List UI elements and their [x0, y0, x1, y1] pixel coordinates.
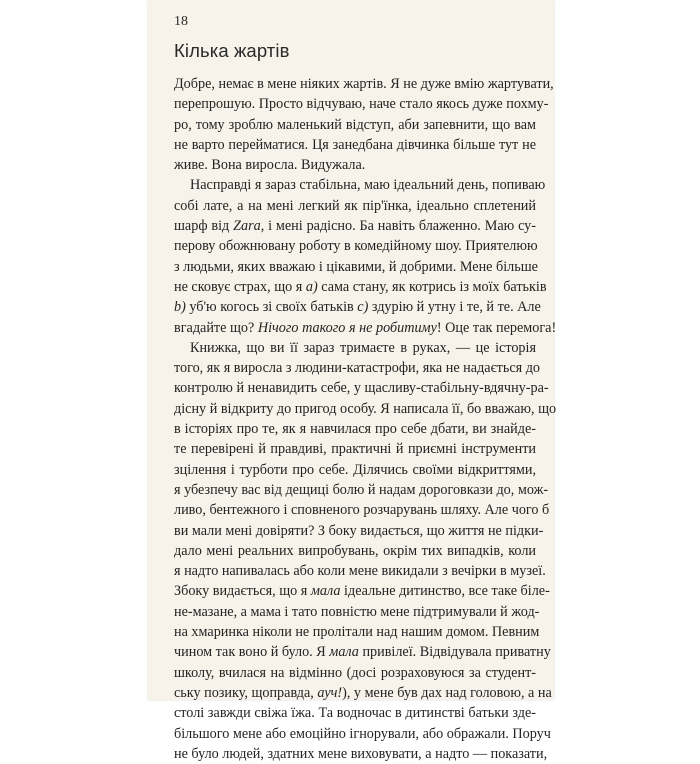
book-page: [148, 0, 557, 762]
text-line: я убезпечу вас від дещиці болю й надам дороговкази до, мож-: [174, 481, 549, 498]
text-line: Насправді я зараз стабільна, маю ідеальний день, попиваю: [190, 177, 546, 194]
text-line: з людьми, яких вважаю і цікавими, й добрими. Мене більше: [174, 258, 538, 275]
text-line: не було людей, здатних мене виховувати, а надто — показати,: [174, 745, 548, 762]
text-line: ливо, бентежного і сповненого розчарувань шляху. Але чого б: [174, 502, 550, 519]
text-line: чином так воно й було. Я мала привілеї. Відвідувала приватну: [174, 644, 551, 661]
text-line: дісну й відкриту до пригод особу. Я написала її, бо вважаю, що: [174, 400, 557, 417]
text-line: Добре, немає в мене ніяких жартів. Я не дуже вмію жартувати,: [174, 76, 554, 92]
text-line: зцілення і турботи про себе. Ділячись своїми відкриттями,: [174, 461, 536, 478]
text-line: b) уб'ю когось зі своїх батьків c) здурію й утну і те, й те. Але: [174, 299, 541, 316]
text-line: живе. Вона виросла. Видужала.: [174, 157, 366, 174]
body-text: [174, 74, 557, 764]
text-line: столі завжди свіжа їжа. Та водночас в дитинстві батьки зде-: [174, 705, 536, 722]
text-line: ви мали мені довіряти? З боку видається, що життя не підки-: [174, 522, 544, 539]
text-line: шарф від Zara, і мені радісно. Ба навіть блаженно. Маю су-: [174, 218, 536, 235]
text-line: не сковує страх, що я a) сама стану, як котрись із моїх батьків: [174, 278, 547, 295]
text-line: ро, тому зроблю маленький відступ, аби запевнити, що вам: [174, 116, 536, 133]
text-line: перову обожнювану роботу в комедійному шоу. Приятелюю: [174, 238, 538, 255]
text-line: те перевірені й правдиві, практичні й приємні інструменти: [174, 441, 536, 458]
text-line: більшого мене або емоційно ігнорували, або ображали. Поруч: [174, 725, 551, 742]
chapter-title: Кілька жартів: [174, 40, 290, 61]
text-line: Книжка, що ви її зараз тримаєте в руках, — це історія: [190, 339, 536, 356]
text-line: вгадайте що? Нічого такого я не робитиму! Оце так перемога!: [174, 319, 557, 336]
text-line: не варто перейматися. Ця занедбана дівчинка більше тут не: [174, 136, 536, 153]
text-line: того, як я виросла з людини-катастрофи, яка не надається до: [174, 360, 541, 377]
text-line: школу, вчилася на відмінно (досі розраховуюся за студент-: [174, 664, 536, 681]
text-line: собі лате, а на мені легкий як пір'їнка, ідеально сплетений: [174, 197, 536, 214]
text-line: не-мазане, а мама і тато повністю мене підтримували й жод-: [174, 603, 540, 620]
text-line: ську позику, щоправда, ауч!), у мене був дах над головою, а на: [174, 684, 552, 701]
text-line: я надто напивалась або коли мене викидали з вечірки в музеї.: [174, 563, 546, 580]
text-line: перепрошую. Просто відчуваю, наче стало якось дуже похму-: [174, 96, 549, 113]
text-line: в історіях про те, як я навчилася про себе дбати, ви знайде-: [174, 421, 536, 438]
page-number: 18: [174, 14, 188, 29]
text-line: на хмаринка ніколи не пролітали над нашим домом. Певним: [174, 624, 540, 641]
text-line: контролю й ненавидить себе, у щасливу-стабільну-вдячну-ра-: [174, 380, 549, 397]
text-line: Збоку видається, що я мала ідеальне дитинство, все таке біле-: [174, 583, 550, 600]
text-line: дало мені реальних випробувань, окрім тих випадків, коли: [174, 542, 536, 559]
